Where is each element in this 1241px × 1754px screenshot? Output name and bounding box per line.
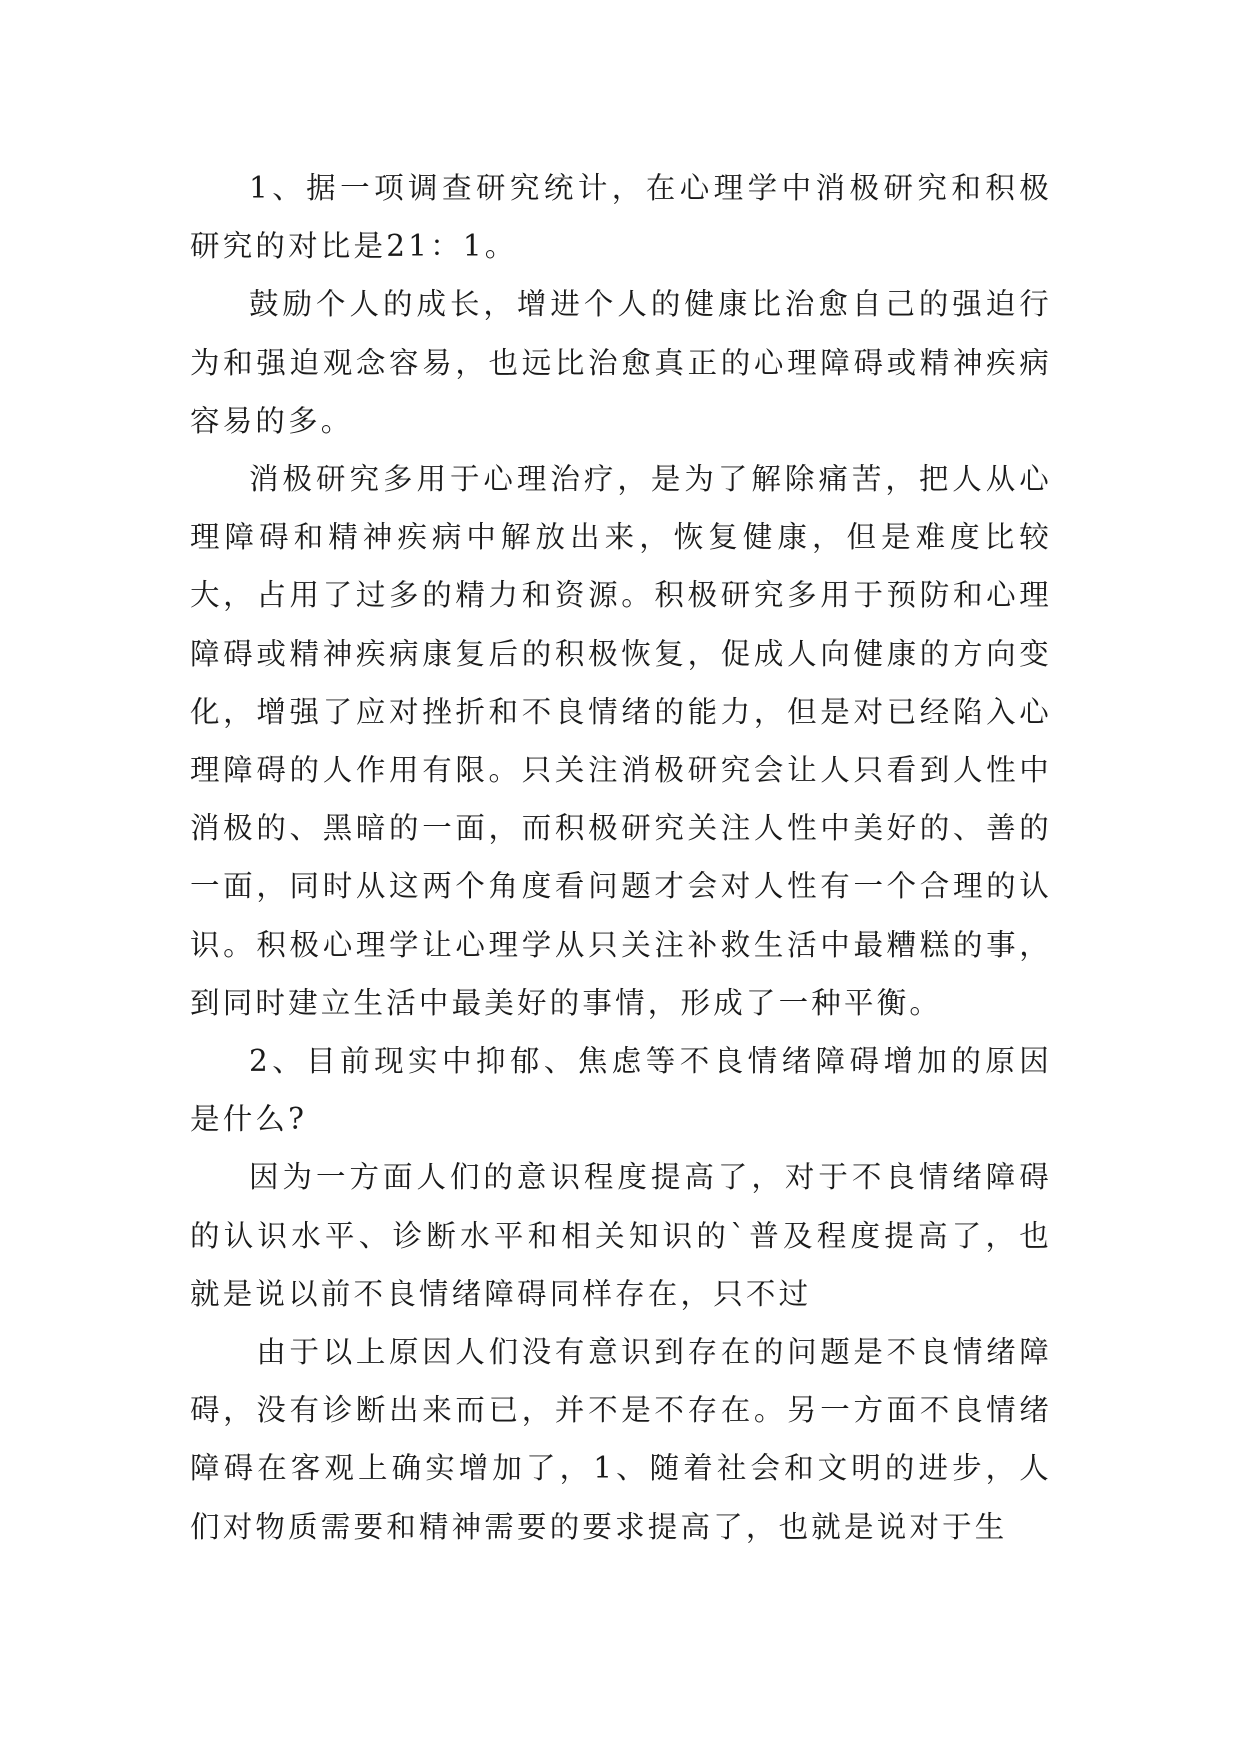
answer-paragraph-1b: 消极研究多用于心理治疗，是为了解除痛苦，把人从心理障碍和精神疾病中解放出来，恢复健康，但是难度比较大，占用了过多的精力和资源。积极研究多用于预防和心理障碍或精神疾病康复后的积极恢复，促成人向健康的方向变化，增强了应对挫折和不良情绪的能力，但是对已经陷入心理障碍的人作用有限。只关注消极研究会让人只看到人性中消极的、黑暗的一面，而积极研究关注人性中美好的、善的一面，同时从这两个角度看问题才会对人性有一个合理的认识。积极心理学让心理学从只关注补救生活中最糟糕的事，到同时建立生活中最美好的事情，形成了一种平衡。 <box>190 462 1052 1020</box>
document-body <box>190 159 1052 1556</box>
answer-paragraph-1a: 鼓励个人的成长，增进个人的健康比治愈自己的强迫行为和强迫观念容易，也远比治愈真正的心理障碍或精神疾病容易的多。 <box>190 287 1052 438</box>
answer-paragraph-2b: 由于以上原因人们没有意识到存在的问题是不良情绪障碍，没有诊断出来而已，并不是不存在。另一方面不良情绪障碍在客观上确实增加了，1、随着社会和文明的进步，人们对物质需要和精神需要的要求提高了，也就是说对于生 <box>190 1335 1052 1544</box>
question-paragraph-1: 1、据一项调查研究统计，在心理学中消极研究和积极研究的对比是21：1。 <box>190 171 1052 264</box>
question-paragraph-2: 2、目前现实中抑郁、焦虑等不良情绪障碍增加的原因是什么? <box>190 1044 1052 1137</box>
answer-paragraph-2a: 因为一方面人们的意识程度提高了，对于不良情绪障碍的认识水平、诊断水平和相关知识的`普及程度提高了，也就是说以前不良情绪障碍同样存在，只不过 <box>190 1160 1052 1311</box>
